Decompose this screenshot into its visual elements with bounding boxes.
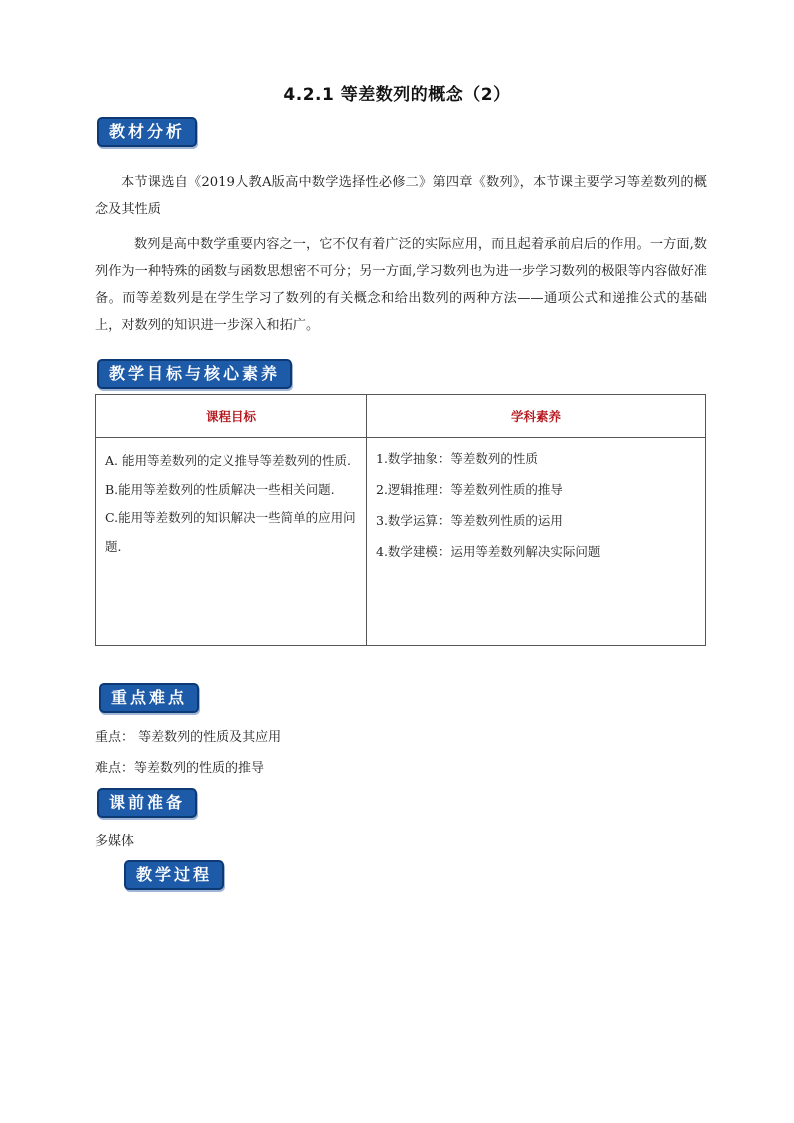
goals-table — [95, 394, 706, 646]
course-goal-item: A. 能用等差数列的定义推导等差数列的性质. — [105, 453, 351, 468]
course-goal-item: C.能用等差数列的知识解决一些简单的应用问题. — [105, 510, 356, 554]
literacy-cell — [367, 438, 706, 646]
literacy-item: 4.数学建模：运用等差数列解决实际问题 — [376, 544, 601, 559]
course-goals-cell — [96, 438, 367, 646]
section-badge-analysis: 教材分析 — [97, 117, 197, 147]
analysis-paragraph-1: 本节课选自《2019人教A版高中数学选择性必修二》第四章《数列》，本节课主要学习等差数列的概念及其性质 — [95, 175, 707, 217]
course-goals-list — [97, 439, 365, 561]
page-title: 4.2.1 等差数列的概念（2） — [283, 85, 511, 105]
literacy-item: 3.数学运算：等差数列性质的运用 — [376, 513, 563, 528]
difficulty-line: 难点：等差数列的性质的推导 — [95, 761, 265, 776]
section-badge-prep: 课前准备 — [97, 788, 197, 818]
literacy-list — [368, 439, 704, 567]
section-badge-process: 教学过程 — [124, 860, 224, 890]
literacy-item: 2.逻辑推理：等差数列性质的推导 — [376, 482, 563, 497]
analysis-paragraph-2: 数列是高中数学重要内容之一，它不仅有着广泛的实际应用，而且起着承前启后的作用。一方面,数列作为一种特殊的函数与函数思想密不可分；另一方面,学习数列也为进一步学习数列的极限等内容做好准备。而等差数列是在学生学习了数列的有关概念和给出数列的两种方法——通项公式和递推公式的基础上，对数列的知识进一步深入和拓广。 — [95, 237, 707, 333]
course-goal-item: B.能用等差数列的性质解决一些相关问题. — [105, 481, 335, 497]
section-badge-goals: 教学目标与核心素养 — [97, 359, 292, 389]
key-point-line: 重点： 等差数列的性质及其应用 — [95, 730, 282, 745]
section-badge-key-points: 重点难点 — [99, 683, 199, 713]
header-course-goals: 课程目标 — [96, 395, 367, 438]
goals-table-body-row — [96, 438, 706, 646]
literacy-item: 1.数学抽象：等差数列的性质 — [376, 451, 538, 466]
prep-text: 多媒体 — [95, 834, 135, 849]
goals-table-header-row — [96, 395, 706, 438]
header-subject-literacy: 学科素养 — [367, 395, 706, 438]
